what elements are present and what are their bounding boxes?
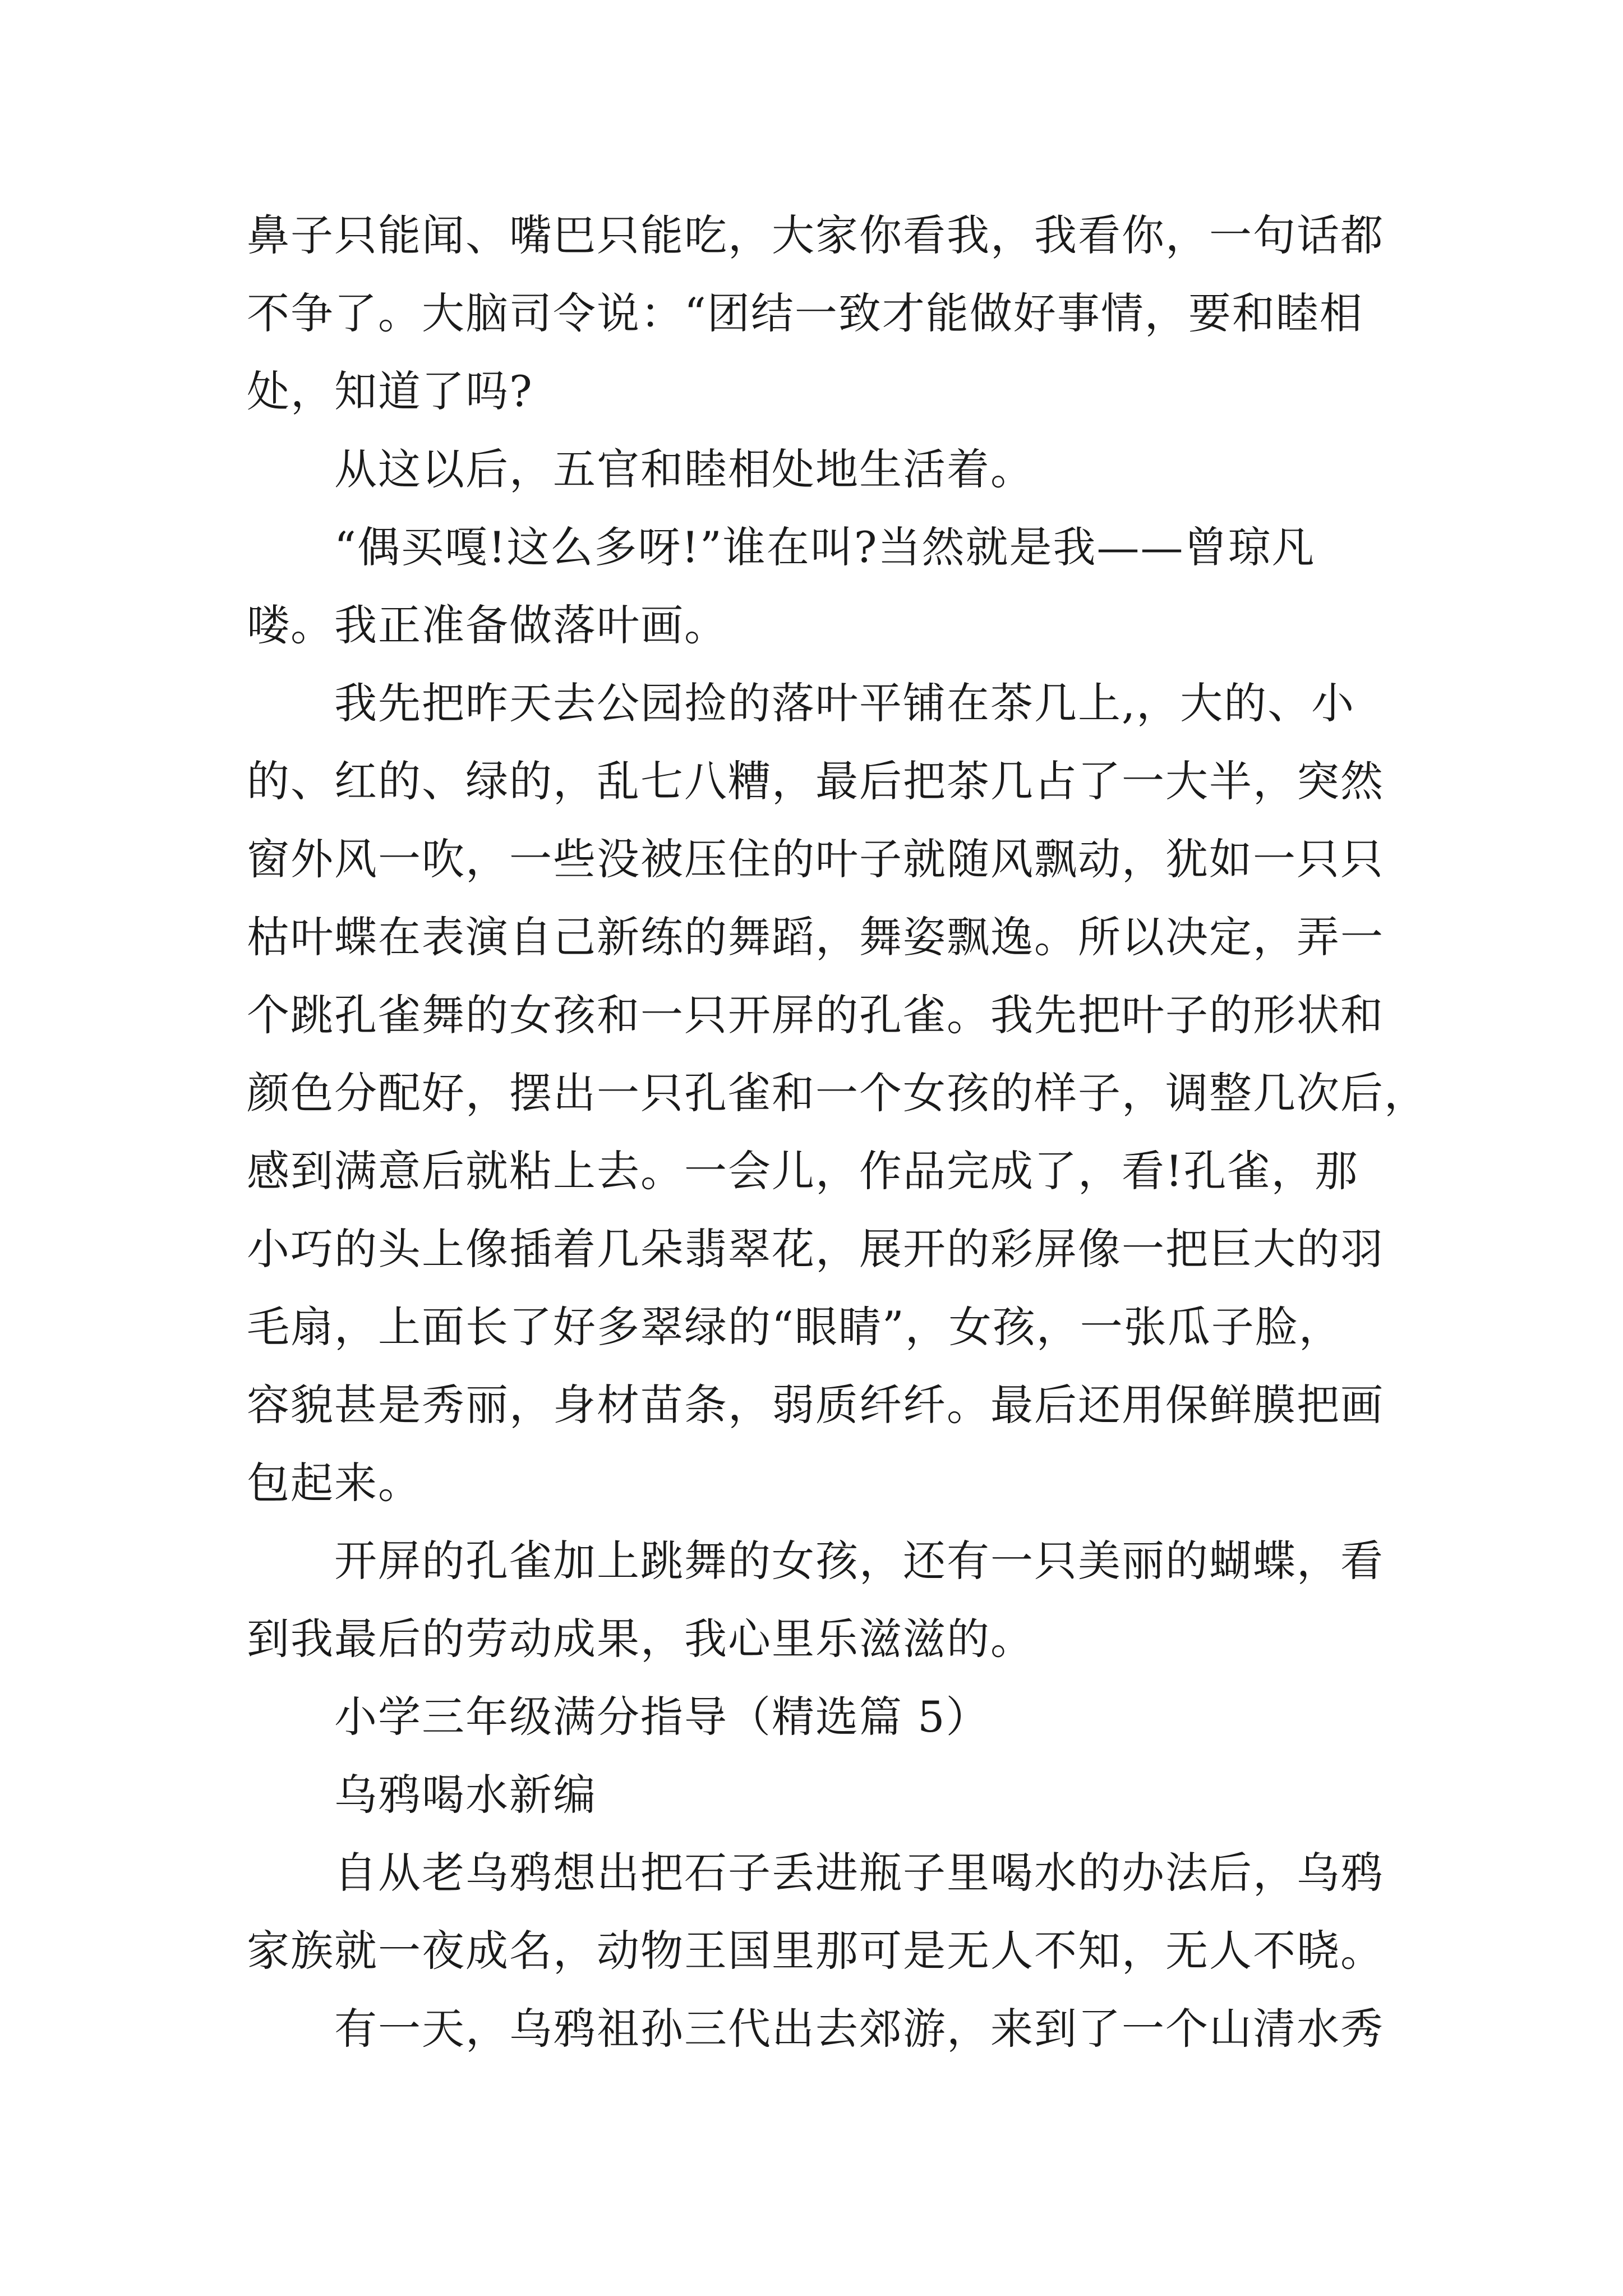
text-line: 个跳孔雀舞的女孩和一只开屏的孔雀。我先把叶子的形状和 <box>247 990 1384 1040</box>
body-text <box>247 196 1428 2068</box>
text-line: 从这以后，五官和睦相处地生活着。 <box>334 444 1034 494</box>
text-line: 处，知道了吗? <box>247 366 533 416</box>
text-line: 家族就一夜成名，动物王国里那可是无人不知，无人不晓。 <box>247 1926 1384 1976</box>
text-line: 自从老乌鸦想出把石子丢进瓶子里喝水的办法后，乌鸦 <box>334 1848 1384 1898</box>
text-line: 不争了。大脑司令说：“团结一致才能做好事情，要和睦相 <box>247 288 1363 338</box>
text-line: 颜色分配好，摆出一只孔雀和一个女孩的样子，调整几次后， <box>247 1068 1428 1118</box>
text-line: “偶买嘎!这么多呀!”谁在叫?当然就是我——曾琼凡 <box>334 522 1316 572</box>
text-line: 窗外风一吹，一些没被压住的叶子就随风飘动，犹如一只只 <box>247 834 1384 884</box>
text-line: 我先把昨天去公园捡的落叶平铺在茶几上,，大的、小 <box>334 678 1355 728</box>
text-line: 有一天，乌鸦祖孙三代出去郊游，来到了一个山清水秀 <box>334 2004 1384 2054</box>
text-line: 鼻子只能闻、嘴巴只能吃，大家你看我，我看你，一句话都 <box>247 210 1384 260</box>
text-line: 喽。我正准备做落叶画。 <box>247 600 728 650</box>
text-line: 包起来。 <box>247 1458 422 1508</box>
text-line: 毛扇，上面长了好多翠绿的“眼睛”，女孩，一张瓜子脸， <box>247 1302 1343 1352</box>
section-heading: 小学三年级满分指导（精选篇 5） <box>334 1692 990 1742</box>
story-title: 乌鸦喝水新编 <box>334 1770 597 1820</box>
text-line: 到我最后的劳动成果，我心里乐滋滋的。 <box>247 1614 1034 1664</box>
text-line: 枯叶蝶在表演自己新练的舞蹈，舞姿飘逸。所以决定，弄一 <box>247 912 1384 962</box>
text-line: 的、红的、绿的，乱七八糟，最后把茶几占了一大半，突然 <box>247 756 1384 806</box>
text-line: 容貌甚是秀丽，身材苗条，弱质纤纤。最后还用保鲜膜把画 <box>247 1380 1384 1430</box>
text-line: 开屏的孔雀加上跳舞的女孩，还有一只美丽的蝴蝶，看 <box>334 1536 1384 1586</box>
text-line: 小巧的头上像插着几朵翡翠花，展开的彩屏像一把巨大的羽 <box>247 1224 1384 1274</box>
text-line: 感到满意后就粘上去。一会儿，作品完成了，看!孔雀，那 <box>247 1146 1359 1196</box>
